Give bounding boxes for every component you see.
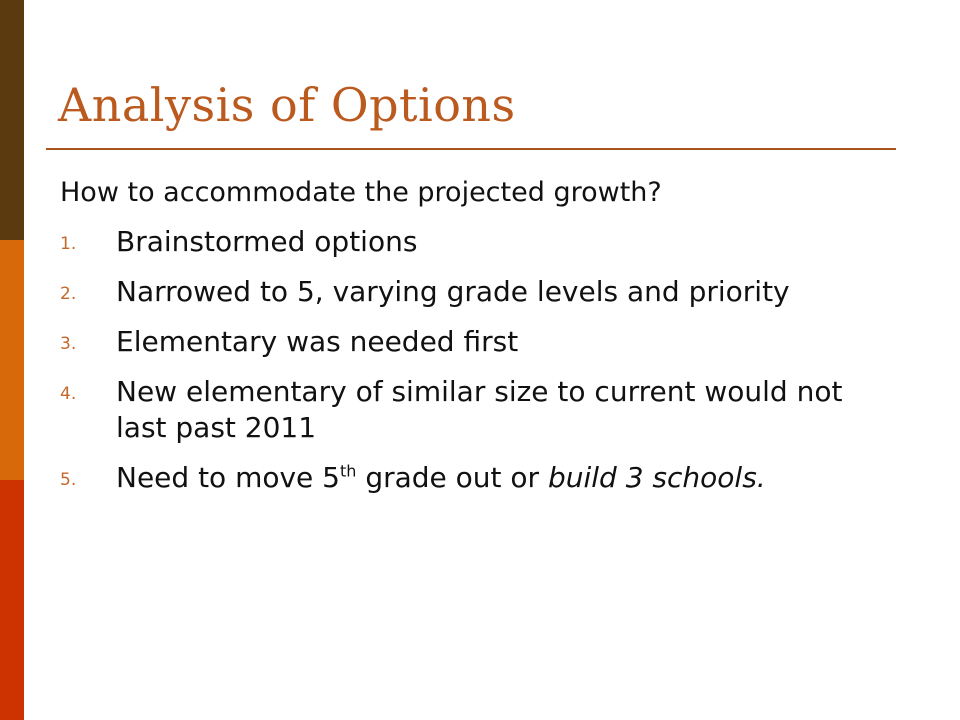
ordinal-suffix: th [340, 461, 357, 481]
list-item [60, 224, 890, 260]
list-item-text: Brainstormed options [116, 225, 418, 258]
list-item-text: Narrowed to 5, varying grade levels and priority [116, 275, 790, 308]
options-list [60, 224, 890, 496]
list-item-text-emphasis: build 3 schools. [547, 461, 766, 494]
list-item-text: New elementary of similar size to current would not last past 2011 [116, 375, 843, 444]
list-number: 1. [60, 234, 77, 254]
list-item [60, 460, 890, 496]
list-number: 2. [60, 284, 77, 304]
title-underline [46, 148, 896, 150]
lead-question: How to accommodate the projected growth? [60, 177, 662, 208]
list-item-text-middle: grade out or [356, 461, 548, 494]
sidebar-stripe-top [0, 0, 24, 240]
list-number: 5. [60, 470, 77, 490]
list-item [60, 274, 890, 310]
list-number: 4. [60, 384, 77, 404]
slide-body [60, 176, 890, 510]
list-item [60, 374, 890, 446]
list-item [60, 324, 890, 360]
list-number: 3. [60, 334, 77, 354]
sidebar-stripe-bottom [0, 480, 24, 720]
list-item-text-start: Need to move 5 [116, 461, 340, 494]
list-item-text: Elementary was needed first [116, 325, 519, 358]
slide-title: Analysis of Options [58, 78, 516, 132]
sidebar-stripe-middle [0, 240, 24, 480]
